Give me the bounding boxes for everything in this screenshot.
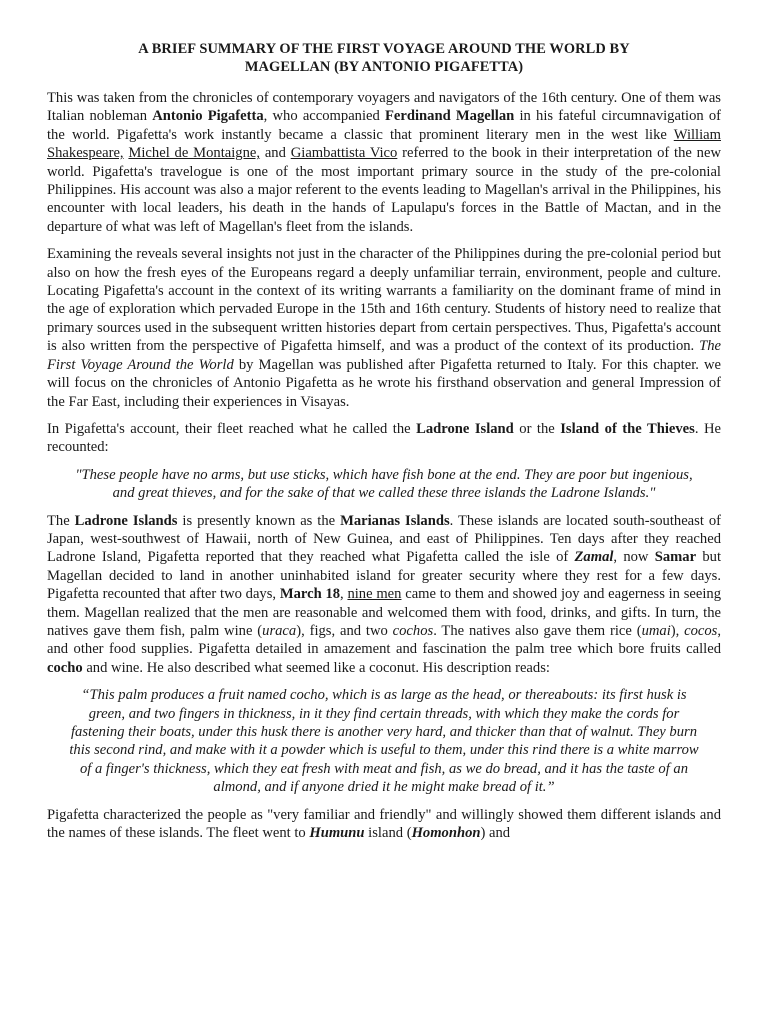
text-run: in his fateful circumnavigation of the world. Pigafetta's work instantly became a classic that prominent literary men in the west like (47, 108, 722, 143)
paragraph-intro (47, 89, 721, 236)
document-title (47, 40, 721, 76)
text-run: came to them and showed joy and eagerness in seeing them. Magellan realized that the men are reasonable and welcomed them with food, drinks, and gifts. In turn, the natives gave them fish, palm wine ( (47, 586, 722, 639)
name-antonio-pigafetta: Antonio Pigafetta (152, 108, 264, 125)
text-run: Examining the reveals several insights not just in the character of the Philippines during the pre-colonial period but also on how the fresh eyes of the Europeans regard a deeply unfamiliar terrain, environment, people and culture. Locating Pigafetta's account in the context of its writing warrants a familiarity on the dominant frame of mind in the age of exploration which pervaded Europe in the 15th and 16th century. Students of history need to realize that primary sources used in the subsequent written histories depart from certain perspectives. Thus, Pigafetta's account is also written from the perspective of Pigafetta himself, and was a product of the context of its production. (47, 246, 721, 355)
quote-cocho: “This palm produces a fruit named cocho, which is as large as the head, or thereabouts: its first husk is green, and two fingers in thickness, in it they find certain threads, with which they make the cords for fastening their boats, under this husk there is another very hard, and thicker than that of walnut. They burn this second rind, and make with it a powder which is useful to them, under this rind there is a white marrow of a finger's thickness, which they eat fresh with meat and fish, as we do bread, and it has the taste of an almond, and if anyone dried it he might make bread of it.” (69, 687, 699, 796)
term-humunu: Humunu (309, 825, 365, 842)
term-zamal: Zamal (574, 549, 614, 566)
text-run: ) and (480, 825, 511, 842)
text-run: or the (513, 420, 561, 437)
text-run: , (340, 586, 348, 603)
name-ferdinand-magellan: Ferdinand Magellan (385, 108, 515, 125)
term-uraca: uraca (262, 622, 297, 639)
term-ladrone-islands: Ladrone Islands (74, 512, 178, 529)
term-ladrone-island: Ladrone Island (416, 420, 514, 437)
paragraph-context (47, 245, 721, 411)
underlined-shakespeare: William Shakespeare, (47, 126, 721, 162)
text-run: by Magellan was published after Pigafetta returned to Italy. For this chapter. we will focus on the chronicles of Antonio Pigafetta as he wrote his firsthand observation and general Impression of the Far East, including their experiences in Visayas. (47, 356, 721, 410)
title-line-2: MAGELLAN (BY ANTONIO PIGAFETTA) (244, 59, 524, 75)
underlined-montaigne: Michel de Montaigne, (128, 145, 261, 162)
term-cocho: cocho (47, 659, 83, 676)
book-title: The First Voyage Around the World (47, 338, 721, 373)
term-cocos: cocos (684, 622, 718, 639)
text-run: is presently known as the (177, 512, 341, 529)
quote-ladrone: "These people have no arms, but use sticks, which have fish bone at the end. They are poor but ingenious, and great thieves, and for the sake of that we called these three islands the Ladrone Islands." (75, 466, 693, 502)
paragraph-humunu (47, 806, 721, 843)
title-line-1: A BRIEF SUMMARY OF THE FIRST VOYAGE AROUND THE WORLD BY (138, 41, 630, 57)
text-run: island ( (364, 825, 412, 842)
text-run: Pigafetta characterized the people as "very familiar and friendly" and willingly showed them different islands and the names of these islands. The fleet went to (47, 806, 721, 842)
paragraph-marianas (47, 512, 721, 678)
term-umai: umai (641, 622, 671, 639)
underlined-nine-men: nine men (347, 586, 402, 603)
text-run: ), (670, 622, 685, 639)
term-marianas-islands: Marianas Islands (340, 512, 450, 529)
text-run: . The natives also gave them rice ( (433, 622, 642, 639)
text-run: referred to the book in their interpretation of the new world. Pigafetta's travelogue is one of the most important primary source in the study of the pre-colonial Philippines. His account was also a major referent to the events leading to Magellan's arrival in the Philippines, his encounter with local leaders, his death in the hands of Lapulapu's forces in the Battle of Mactan, and in the departure of what was left of Magellan's fleet from the islands. (47, 145, 721, 235)
text-run: The (47, 512, 75, 529)
text-run: , and other food supplies. Pigafetta detailed in amazement and fascination the palm tree which bore fruits called (47, 622, 722, 658)
term-homonhon: Homonhon (411, 825, 481, 842)
text-run: . These islands are located south-southeast of Japan, west-southwest of Hawaii, north of New Guinea, and east of Philippines. Ten days after they reached Ladrone Island, Pigafetta reported that they reached what Pigafetta called the isle of (47, 512, 721, 566)
term-island-of-thieves: Island of the Thieves (560, 420, 695, 437)
text-run: , now (613, 549, 655, 566)
text-run: and wine. He also described what seemed like a coconut. His description reads: (82, 659, 550, 676)
text-run: , who accompanied (263, 108, 386, 125)
text-run: ), figs, and two (296, 622, 393, 639)
text-run: This was taken from the chronicles of contemporary voyagers and navigators of the 16th century. One of them was Italian nobleman (47, 90, 721, 125)
paragraph-ladrone (47, 420, 721, 457)
text-run: and (260, 145, 291, 162)
text-run: In Pigafetta's account, their fleet reached what he called the (47, 420, 417, 437)
term-march-18: March 18 (279, 586, 341, 603)
text-run: but Magellan decided to land in another uninhabited island for greater security where they rest for a few days. Pigafetta recounted that after two days, (47, 549, 722, 603)
term-samar: Samar (654, 549, 697, 566)
text-run: . He recounted: (47, 420, 721, 456)
underlined-vico: Giambattista Vico (290, 145, 398, 162)
term-cochos: cochos (392, 622, 434, 639)
